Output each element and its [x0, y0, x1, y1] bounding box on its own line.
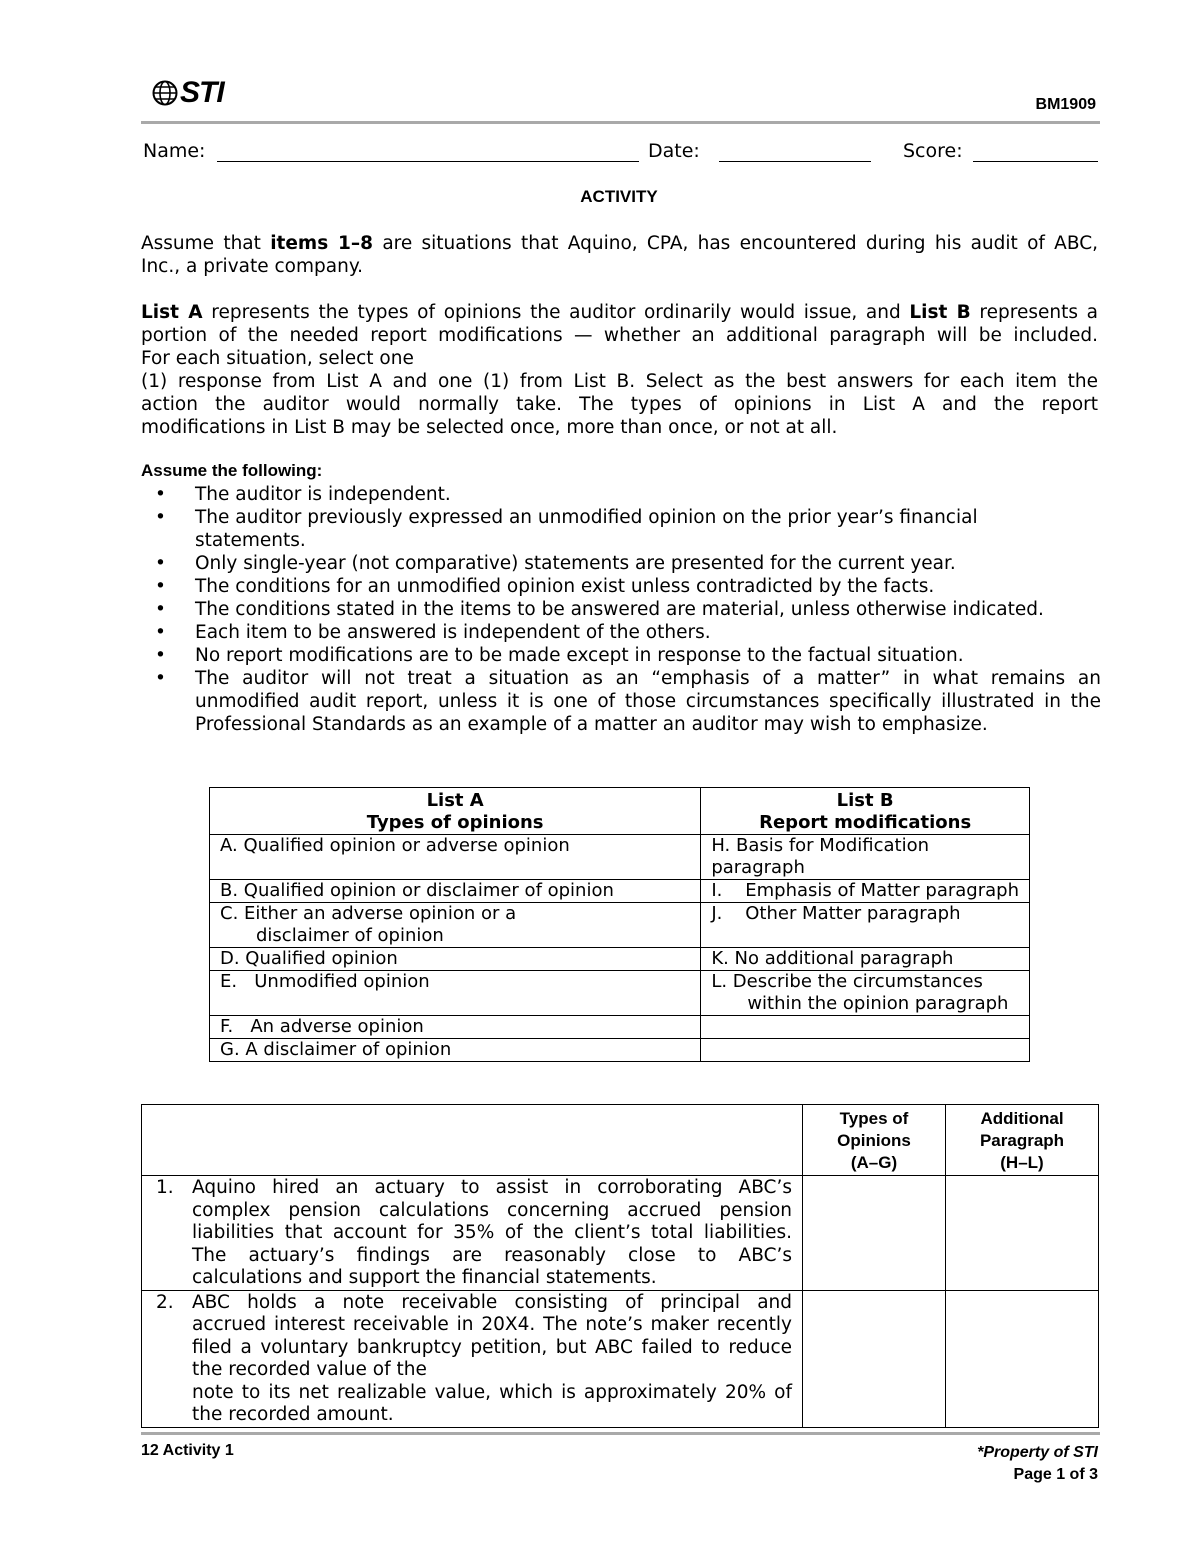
- page-number: Page 1 of 3: [1013, 1466, 1098, 1483]
- page-title: ACTIVITY: [580, 187, 658, 206]
- lists-table: [209, 787, 1030, 1062]
- list-a-header: List A Types of opinions: [210, 788, 701, 835]
- table-header-row: [210, 788, 1030, 835]
- table-row: A. Qualified opinion or adverse opinion H. Basis for Modification paragraph: [210, 835, 1030, 880]
- date-field[interactable]: [719, 143, 871, 162]
- table-row: C. Either an adverse opinion or a disclaimer of opinion J. Other Matter paragraph: [210, 903, 1030, 948]
- list-b-header: List B Report modifications: [701, 788, 1030, 835]
- item-2-text: 2. ABC holds a note receivable consisting of principal and accrued interest receivable in 20X4. The note’s maker recently filed a voluntary bankruptcy petition, but ABC failed to reduce the recorded value of the note to its net realizable value, which is approximately 20% of the recorded amount.: [142, 1290, 803, 1427]
- list-item: • The auditor is independent.: [155, 484, 451, 505]
- date-label: Date:: [648, 140, 700, 162]
- item-header-blank: [142, 1105, 803, 1176]
- table-header-row: [142, 1105, 1099, 1176]
- intro-paragraph-1: Assume that items 1–8 are situations that Aquino, CPA, has encountered during his audit of ABC, Inc., a private company.: [141, 233, 1098, 277]
- name-field[interactable]: [217, 143, 639, 162]
- score-field[interactable]: [973, 143, 1098, 162]
- score-label: Score:: [903, 140, 963, 162]
- property-notice: *Property of STI: [977, 1444, 1098, 1461]
- intro-paragraph-2: List A represents the types of opinions the auditor ordinarily would issue, and List B represents a portion of the needed report modifications — whether an additional paragraph will be included. For each situation, select one (1) response from List A and one (1) from List B. Select as the best answers for each item the action the auditor would normally take. The types of opinions in List A and the report modifications in List B may be selected once, more than once, or not at all.: [141, 302, 1098, 438]
- document-code: BM1909: [1035, 96, 1096, 113]
- list-item: • Each item to be answered is independent of the others.: [155, 622, 711, 643]
- list-item: • The conditions stated in the items to be answered are material, unless otherwise indicated.: [155, 599, 1044, 620]
- additional-paragraph-header: Additional Paragraph (H–L): [946, 1105, 1099, 1176]
- table-row: E. Unmodified opinion L. Describe the circumstances within the opinion paragraph: [210, 971, 1030, 1016]
- table-row: F. An adverse opinion: [210, 1016, 1030, 1039]
- types-of-opinions-header: Types of Opinions (A–G): [803, 1105, 946, 1176]
- item-1-opinion-answer[interactable]: [803, 1176, 946, 1291]
- item-1-paragraph-answer[interactable]: [946, 1176, 1099, 1291]
- item-1-text: 1. Aquino hired an actuary to assist in corroborating ABC’s complex pension calculations concerning accrued pension liabilities that account for 35% of the client’s total liabilities. The actuary’s findings are reasonably close to ABC’s calculations and support the financial statements.: [142, 1176, 803, 1291]
- footer-rule: [141, 1432, 1100, 1435]
- table-row: B. Qualified opinion or disclaimer of opinion I. Emphasis of Matter paragraph: [210, 880, 1030, 903]
- logo-text: STI: [180, 76, 224, 109]
- sti-logo: [152, 78, 224, 108]
- list-item: • No report modifications are to be made except in response to the factual situation.: [155, 645, 964, 666]
- items-table: [141, 1104, 1099, 1428]
- globe-icon: [152, 80, 178, 106]
- list-item: • The conditions for an unmodified opinion exist unless contradicted by the facts.: [155, 576, 935, 597]
- list-item: • The auditor previously expressed an unmodified opinion on the prior year’s financial statements.: [155, 507, 978, 551]
- assume-heading: Assume the following:: [141, 461, 323, 480]
- table-row: [142, 1290, 1099, 1427]
- table-row: G. A disclaimer of opinion: [210, 1039, 1030, 1062]
- table-row: D. Qualified opinion K. No additional paragraph: [210, 948, 1030, 971]
- footer-activity-label: 12 Activity 1: [141, 1442, 234, 1459]
- table-row: [142, 1176, 1099, 1291]
- item-2-paragraph-answer[interactable]: [946, 1290, 1099, 1427]
- list-item: • The auditor will not treat a situation as an “emphasis of a matter” in what remains an unmodified audit report, unless it is one of those circumstances specifically illustrated in the Professional Standards as an example of a matter an auditor may wish to emphasize.: [155, 668, 1101, 735]
- name-label: Name:: [143, 140, 206, 162]
- footer-right: [977, 1442, 1098, 1486]
- list-item: • Only single-year (not comparative) statements are presented for the current year.: [155, 553, 956, 574]
- header-rule: [141, 121, 1100, 124]
- assumption-list: [141, 483, 1101, 736]
- item-2-opinion-answer[interactable]: [803, 1290, 946, 1427]
